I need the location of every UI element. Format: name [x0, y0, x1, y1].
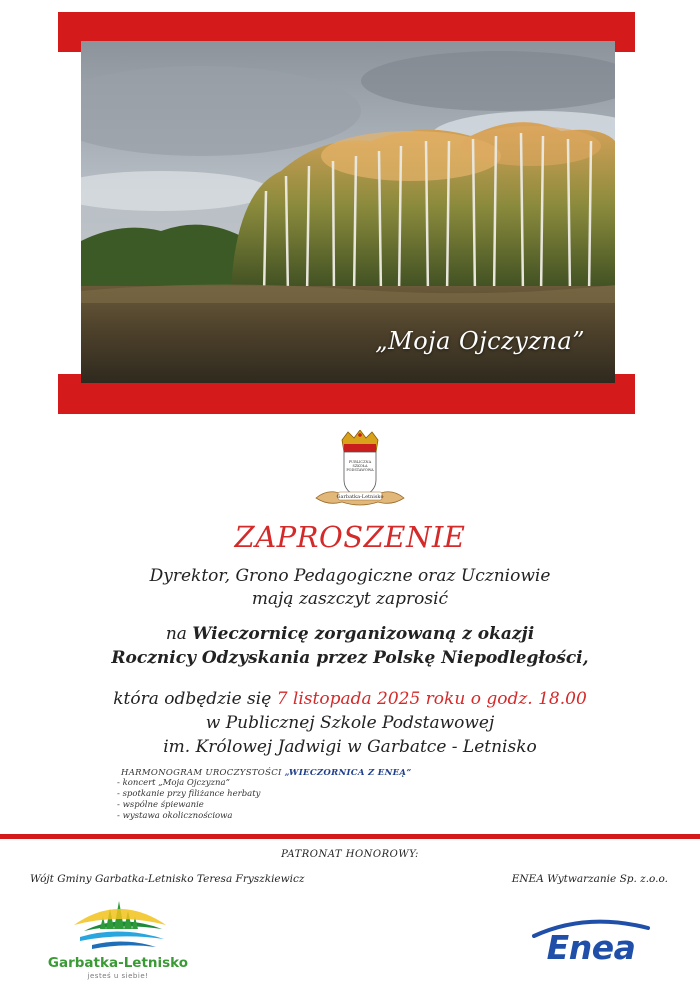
school-crest-logo	[308, 430, 412, 510]
program-item: - wystawa okolicznościowa	[117, 811, 233, 821]
program-item: - wspólne śpiewanie	[117, 800, 204, 810]
patronage-heading: PATRONAT HONOROWY:	[281, 849, 419, 860]
program-item: - spotkanie przy filiżance herbaty	[117, 789, 261, 799]
patron-left: Wójt Gminy Garbatka-Letnisko Teresa Fryszkiewicz	[30, 873, 305, 885]
invite-line: mają zaszczyt zaprosić	[251, 589, 449, 609]
date-line: która odbędzie się 7 listopada 2025 roku o godz. 18.00	[113, 689, 587, 709]
patron-right: ENEA Wytwarzanie Sp. z.o.o.	[511, 873, 668, 885]
frame-bottom-bar	[58, 383, 635, 414]
program-item: - koncert „Moja Ojczyzna”	[117, 778, 230, 788]
frame-right-side-bottom	[615, 374, 635, 414]
hero-photo	[81, 41, 615, 383]
enea-logo	[526, 918, 656, 970]
event-date: 7 listopada 2025 roku o godz. 18.00	[276, 689, 587, 709]
separator-bar	[0, 834, 700, 839]
event-line-1: na Wieczornicę zorganizowaną z okazji	[165, 624, 535, 644]
place-line-2: im. Królowej Jadwigi w Garbatce - Letnisko	[163, 737, 537, 757]
invitation-title: ZAPROSZENIE	[234, 520, 466, 554]
svg-text:PODSTAWOWA: PODSTAWOWA	[346, 468, 374, 472]
frame-right-side	[615, 12, 635, 52]
hero-caption: „Moja Ojczyzna”	[375, 327, 585, 355]
hosts-line: Dyrektor, Grono Pedagogiczne oraz Uczniowie	[149, 566, 551, 586]
garbatka-logo-slogan: jesteś u siebie!	[87, 972, 149, 980]
place-line-1: w Publicznej Szkole Podstawowej	[205, 713, 495, 733]
event-line-2: Rocznicy Odzyskania przez Polskę Niepodległości,	[111, 648, 589, 668]
frame-left-side	[58, 12, 81, 52]
svg-text:PUBLICZNA: PUBLICZNA	[348, 460, 372, 464]
frame-left-side-bottom	[58, 374, 81, 414]
frame-top-bar	[58, 12, 635, 41]
program-list	[117, 768, 412, 822]
enea-logo-text: Enea	[546, 928, 636, 967]
svg-text:Garbatka-Letnisko: Garbatka-Letnisko	[336, 494, 384, 500]
garbatka-logo-name: Garbatka-Letnisko	[47, 955, 189, 971]
svg-text:SZKOŁA: SZKOŁA	[352, 464, 368, 468]
program-heading: HARMONOGRAM UROCZYSTOŚCI „WIECZORNICA Z ENEĄ”	[121, 768, 412, 778]
